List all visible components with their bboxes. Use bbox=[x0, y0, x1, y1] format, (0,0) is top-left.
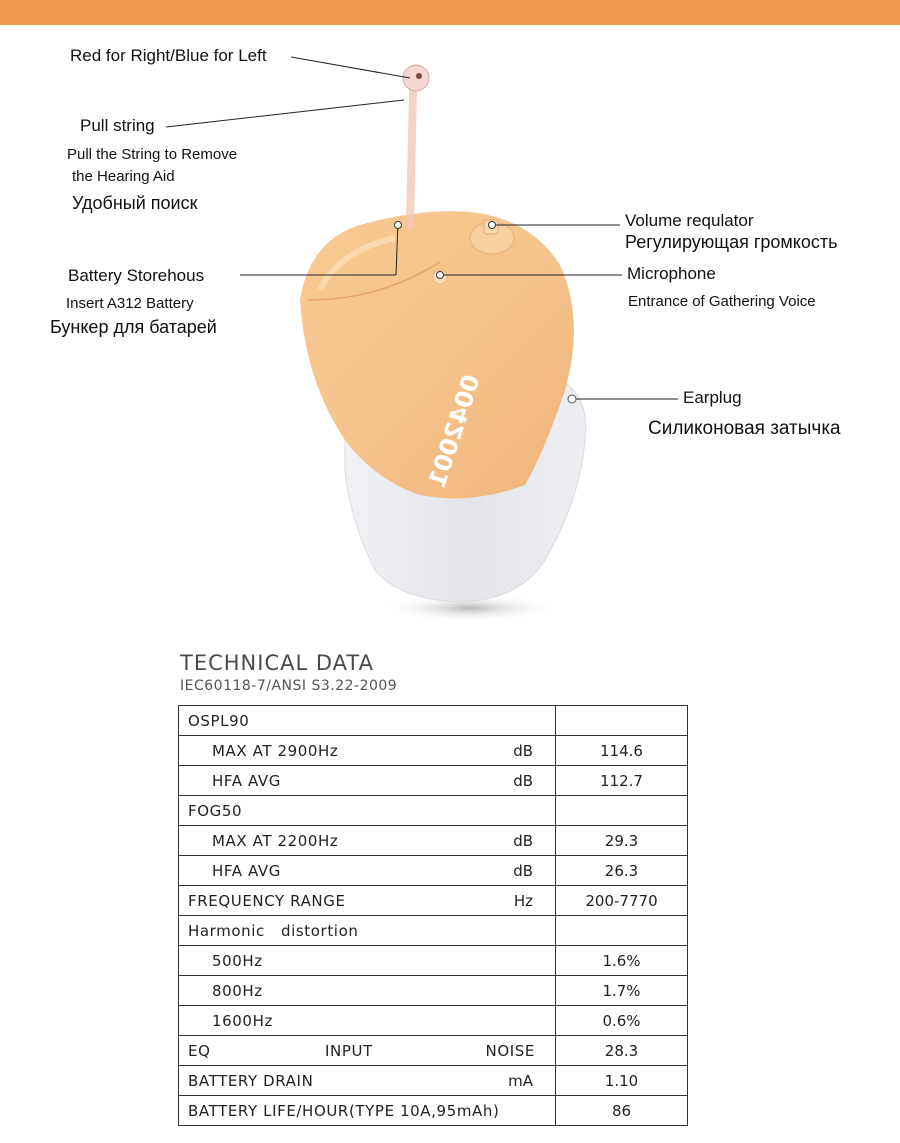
label-microphone: Microphone bbox=[627, 264, 716, 283]
spec-name-cell bbox=[179, 736, 556, 766]
spec-name-cell bbox=[179, 796, 556, 826]
label-battery-desc: Insert A312 Battery bbox=[66, 295, 194, 312]
spec-name-cell bbox=[179, 1066, 556, 1096]
table-row bbox=[179, 916, 688, 946]
spec-value: 28.3 bbox=[556, 1036, 688, 1066]
table-row bbox=[179, 796, 688, 826]
spec-value: 112.7 bbox=[556, 766, 688, 796]
spec-value: 0.6% bbox=[556, 1006, 688, 1036]
spec-value: 200-7770 bbox=[556, 886, 688, 916]
spec-unit: dB bbox=[513, 742, 533, 760]
table-row bbox=[179, 1066, 688, 1096]
spec-value: 1.7% bbox=[556, 976, 688, 1006]
tech-title: TECHNICAL DATA bbox=[180, 651, 374, 675]
spec-unit: dB bbox=[513, 772, 533, 790]
table-row bbox=[179, 1096, 688, 1126]
spec-name: OSPL90 bbox=[188, 712, 250, 730]
spec-unit: dB bbox=[513, 862, 533, 880]
spec-name: 800Hz bbox=[212, 982, 263, 1000]
table-row bbox=[179, 976, 688, 1006]
spec-name-cell bbox=[179, 976, 556, 1006]
label-volume: Volume requlator bbox=[625, 211, 754, 230]
spec-name-cell bbox=[179, 856, 556, 886]
spec-name-cell bbox=[179, 946, 556, 976]
spec-name: FREQUENCY RANGE bbox=[188, 892, 346, 910]
spec-name: 1600Hz bbox=[212, 1012, 273, 1030]
tech-subtitle: IEC60118-7/ANSI S3.22-2009 bbox=[180, 678, 398, 694]
spec-value: 26.3 bbox=[556, 856, 688, 886]
spec-name: Harmonic distortion bbox=[188, 922, 359, 940]
table-row bbox=[179, 706, 688, 736]
table-row bbox=[179, 856, 688, 886]
spec-name: EQ bbox=[188, 1042, 211, 1060]
spec-name: HFA AVG bbox=[212, 772, 281, 790]
label-pull-desc-2: the Hearing Aid bbox=[72, 168, 175, 185]
table-row bbox=[179, 886, 688, 916]
label-earplug: Earplug bbox=[683, 388, 742, 407]
spec-name-cell bbox=[179, 916, 556, 946]
tech-table bbox=[178, 705, 688, 1126]
spec-right-label: NOISE bbox=[485, 1042, 535, 1060]
spec-name: BATTERY LIFE/HOUR(TYPE 10A,95mAh) bbox=[188, 1102, 500, 1120]
pull-string-bead bbox=[403, 65, 429, 91]
spec-name-cell bbox=[179, 766, 556, 796]
serial-number: 0042001 bbox=[422, 371, 486, 492]
spec-unit: mA bbox=[508, 1072, 533, 1090]
spec-value: 114.6 bbox=[556, 736, 688, 766]
label-earplug-ru: Силиконовая затычка bbox=[648, 418, 841, 439]
label-pull-ru: Удобный поиск bbox=[72, 193, 198, 213]
spec-name-cell bbox=[179, 1036, 556, 1066]
label-volume-ru: Регулирующая громкость bbox=[625, 232, 838, 252]
spec-value: 29.3 bbox=[556, 826, 688, 856]
spec-name: BATTERY DRAIN bbox=[188, 1072, 314, 1090]
spec-name: HFA AVG bbox=[212, 862, 281, 880]
spec-value bbox=[556, 706, 688, 736]
label-battery: Battery Storehous bbox=[68, 266, 205, 285]
spec-name-cell bbox=[179, 1006, 556, 1036]
table-row bbox=[179, 736, 688, 766]
spec-value bbox=[556, 796, 688, 826]
spec-unit: dB bbox=[513, 832, 533, 850]
spec-name-cell bbox=[179, 1096, 556, 1126]
label-microphone-desc: Entrance of Gathering Voice bbox=[628, 293, 816, 310]
spec-name: MAX AT 2200Hz bbox=[212, 832, 339, 850]
table-row bbox=[179, 1036, 688, 1066]
label-red-blue: Red for Right/Blue for Left bbox=[70, 46, 267, 65]
table-row bbox=[179, 946, 688, 976]
spec-value: 1.10 bbox=[556, 1066, 688, 1096]
pull-string bbox=[410, 90, 413, 225]
spec-name: MAX AT 2900Hz bbox=[212, 742, 339, 760]
label-battery-ru: Бункер для батарей bbox=[50, 317, 217, 337]
spec-name: FOG50 bbox=[188, 802, 243, 820]
spec-value bbox=[556, 916, 688, 946]
label-pull-desc-1: Pull the String to Remove bbox=[67, 146, 238, 163]
label-pull-string: Pull string bbox=[80, 116, 155, 135]
spec-name: 500Hz bbox=[212, 952, 263, 970]
spec-name-cell bbox=[179, 706, 556, 736]
spec-name-cell bbox=[179, 886, 556, 916]
table-row bbox=[179, 826, 688, 856]
table-row bbox=[179, 766, 688, 796]
spec-value: 86 bbox=[556, 1096, 688, 1126]
spec-mid-label: INPUT bbox=[325, 1042, 373, 1060]
table-row bbox=[179, 1006, 688, 1036]
spec-unit: Hz bbox=[513, 892, 533, 910]
spec-value: 1.6% bbox=[556, 946, 688, 976]
spec-name-cell bbox=[179, 826, 556, 856]
